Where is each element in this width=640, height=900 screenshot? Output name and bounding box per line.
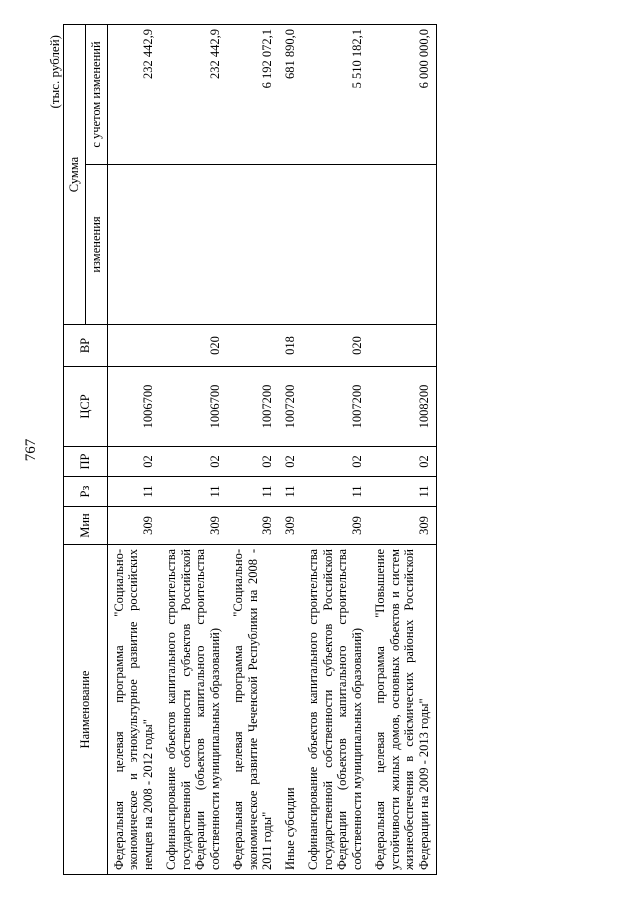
cell-rz: 11 <box>279 477 302 507</box>
cell-rz: 11 <box>160 477 227 507</box>
cell-changes <box>369 165 437 325</box>
cell-vr: 018 <box>279 325 302 367</box>
cell-with-changes: 232 442,9 <box>107 25 160 165</box>
cell-vr: 020 <box>160 325 227 367</box>
cell-min: 309 <box>369 507 437 545</box>
cell-min: 309 <box>160 507 227 545</box>
cell-changes <box>227 165 279 325</box>
rotated-page-content <box>5 10 625 890</box>
header-sum: Сумма <box>64 25 86 325</box>
cell-with-changes: 681 890,0 <box>279 25 302 165</box>
cell-min: 309 <box>107 507 160 545</box>
cell-name: Федеральная целевая программа "Социально-экономическое развитие Чеченской Республики на 2008 - 2011 годы" <box>227 545 279 875</box>
cell-rz: 11 <box>107 477 160 507</box>
cell-vr <box>107 325 160 367</box>
header-vr: ВР <box>64 325 108 367</box>
cell-changes <box>160 165 227 325</box>
header-csr: ЦСР <box>64 367 108 447</box>
cell-vr <box>227 325 279 367</box>
cell-rz: 11 <box>227 477 279 507</box>
cell-pr: 02 <box>279 447 302 477</box>
cell-csr: 1008200 <box>369 367 437 447</box>
cell-pr: 02 <box>227 447 279 477</box>
table-row <box>107 25 160 875</box>
table-row <box>302 25 369 875</box>
cell-changes <box>279 165 302 325</box>
table-row <box>279 25 302 875</box>
header-rz: Рз <box>64 477 108 507</box>
cell-name: Софинансирование объектов капитального строительства государственной собственности субъектов Российской Федерации (объектов капитального строительства собственности муниципальных образований) <box>302 545 369 875</box>
cell-csr: 1006700 <box>107 367 160 447</box>
cell-csr: 1007200 <box>302 367 369 447</box>
table-row <box>160 25 227 875</box>
cell-min: 309 <box>302 507 369 545</box>
cell-pr: 02 <box>160 447 227 477</box>
cell-name: Федеральная целевая программа "Повышение устойчивости жилых домов, основных объектов и систем жизнеобеспечения в сейсмических районах Российской Федерации на 2009 - 2013 годы" <box>369 545 437 875</box>
cell-with-changes: 5 510 182,1 <box>302 25 369 165</box>
cell-changes <box>302 165 369 325</box>
table-row <box>369 25 437 875</box>
cell-with-changes: 6 000 000,0 <box>369 25 437 165</box>
cell-min: 309 <box>279 507 302 545</box>
cell-changes <box>107 165 160 325</box>
cell-csr: 1006700 <box>160 367 227 447</box>
cell-csr: 1007200 <box>279 367 302 447</box>
header-name: Наименование <box>64 545 108 875</box>
cell-pr: 02 <box>107 447 160 477</box>
table-row <box>227 25 279 875</box>
cell-rz: 11 <box>369 477 437 507</box>
header-with-changes: с учетом изменений <box>85 25 107 165</box>
cell-vr <box>369 325 437 367</box>
units-note: (тыс. рублей) <box>47 35 62 109</box>
budget-table <box>63 24 437 875</box>
header-min: Мин <box>64 507 108 545</box>
cell-pr: 02 <box>369 447 437 477</box>
cell-pr: 02 <box>302 447 369 477</box>
cell-with-changes: 232 442,9 <box>160 25 227 165</box>
cell-name: Иные субсидии <box>279 545 302 875</box>
cell-name: Софинансирование объектов капитального строительства государственной собственности субъектов Российской Федерации (объектов капитального строительства собственности муниципальных образований) <box>160 545 227 875</box>
cell-csr: 1007200 <box>227 367 279 447</box>
cell-min: 309 <box>227 507 279 545</box>
header-pr: ПР <box>64 447 108 477</box>
cell-rz: 11 <box>302 477 369 507</box>
cell-vr: 020 <box>302 325 369 367</box>
page-number: 767 <box>23 438 39 462</box>
cell-name: Федеральная целевая программа "Социально-экономическое и этнокультурное развитие российских немцев на 2008 - 2012 годы" <box>107 545 160 875</box>
table-body <box>107 25 436 875</box>
header-changes: изменения <box>85 165 107 325</box>
cell-with-changes: 6 192 072,1 <box>227 25 279 165</box>
